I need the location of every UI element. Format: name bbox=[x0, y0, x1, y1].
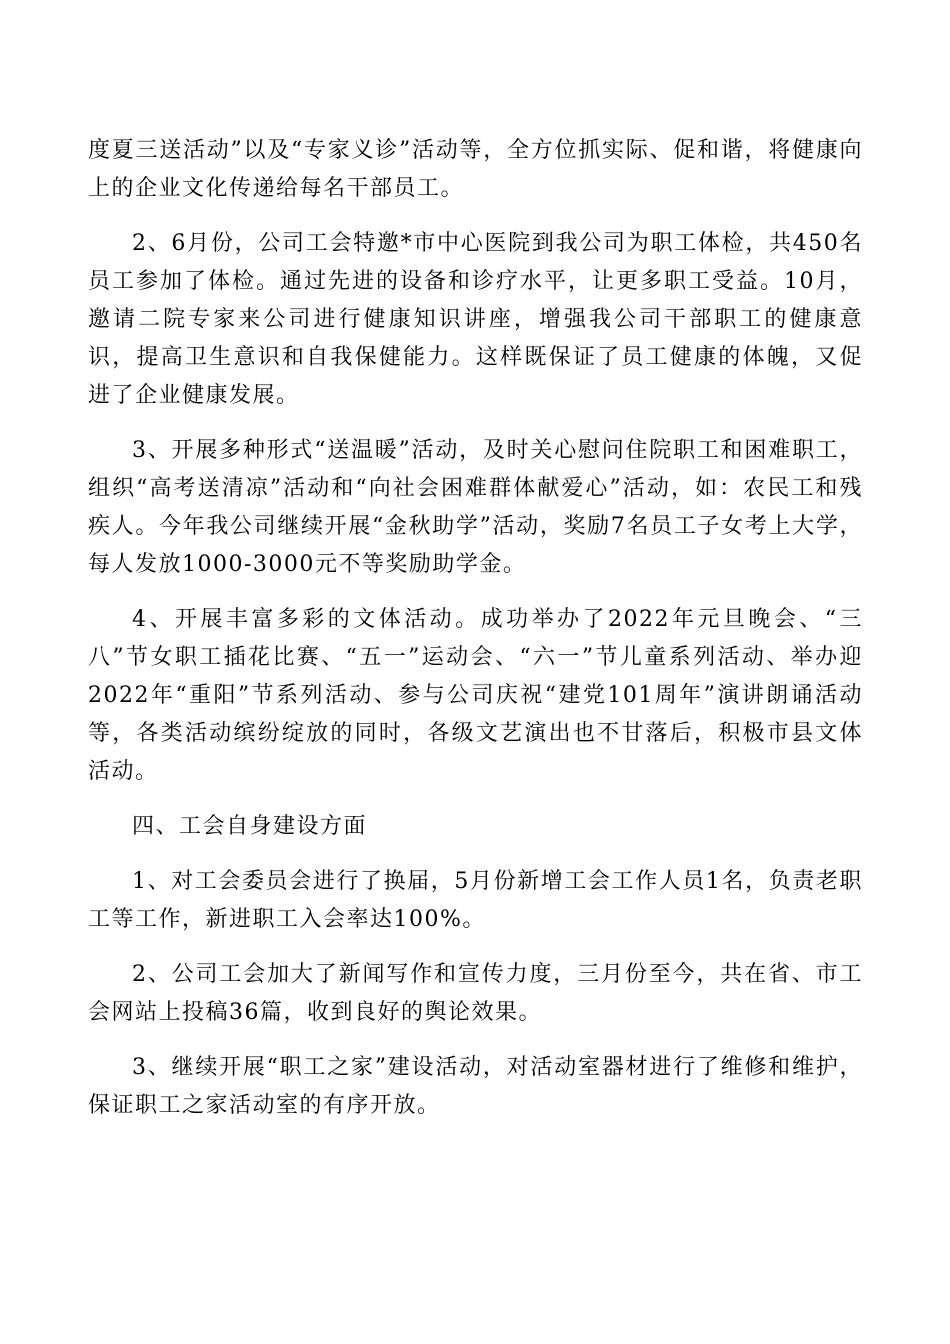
paragraph-continuation: 度夏三送活动”以及“专家义诊”活动等，全方位抓实际、促和谐，将健康向上的企业文化传递给每名干部员工。 bbox=[88, 138, 863, 201]
paragraph-news-publicity: 2、公司工会加大了新闻写作和宣传力度，三月份至今，共在省、市工会网站上投稿36篇，收到良好的舆论效果。 bbox=[88, 962, 863, 1025]
paragraph-cultural-activities: 4、开展丰富多彩的文体活动。成功举办了2022年元旦晚会、“三八”节女职工插花比赛、“五一”运动会、“六一”节儿童系列活动、举办迎2022年“重阳”节系列活动、参与公司庆祝“建党101周年”演讲朗诵活动等，各类活动缤纷绽放的同时，各级文艺演出也不甘落后，积极市县文体活动。 bbox=[88, 607, 863, 784]
document-page bbox=[88, 132, 863, 1142]
paragraph-medical-checkup: 2、6月份，公司工会特邀*市中心医院到我公司为职工体检，共450名员工参加了体检。通过先进的设备和诊疗水平，让更多职工受益。10月，邀请二院专家来公司进行健康知识讲座，增强我公司干部职工的健康意识，提高卫生意识和自我保健能力。这样既保证了员工健康的体魄，又促进了企业健康发展。 bbox=[88, 231, 863, 408]
paragraph-staff-home: 3、继续开展“职工之家”建设活动，对活动室器材进行了维修和维护，保证职工之家活动室的有序开放。 bbox=[88, 1055, 863, 1118]
paragraph-warmth-activities: 3、开展多种形式“送温暖”活动，及时关心慰问住院职工和困难职工，组织“高考送清凉”活动和“向社会困难群体献爱心”活动，如：农民工和残疾人。今年我公司继续开展“金秋助学”活动，奖励7名员工子女考上大学，每人发放1000-3000元不等奖励助学金。 bbox=[88, 438, 863, 577]
section-heading: 四、工会自身建设方面 bbox=[132, 814, 368, 839]
paragraph-committee-reelection: 1、对工会委员会进行了换届，5月份新增工会工作人员1名，负责老职工等工作，新进职工入会率达100%。 bbox=[88, 869, 863, 932]
